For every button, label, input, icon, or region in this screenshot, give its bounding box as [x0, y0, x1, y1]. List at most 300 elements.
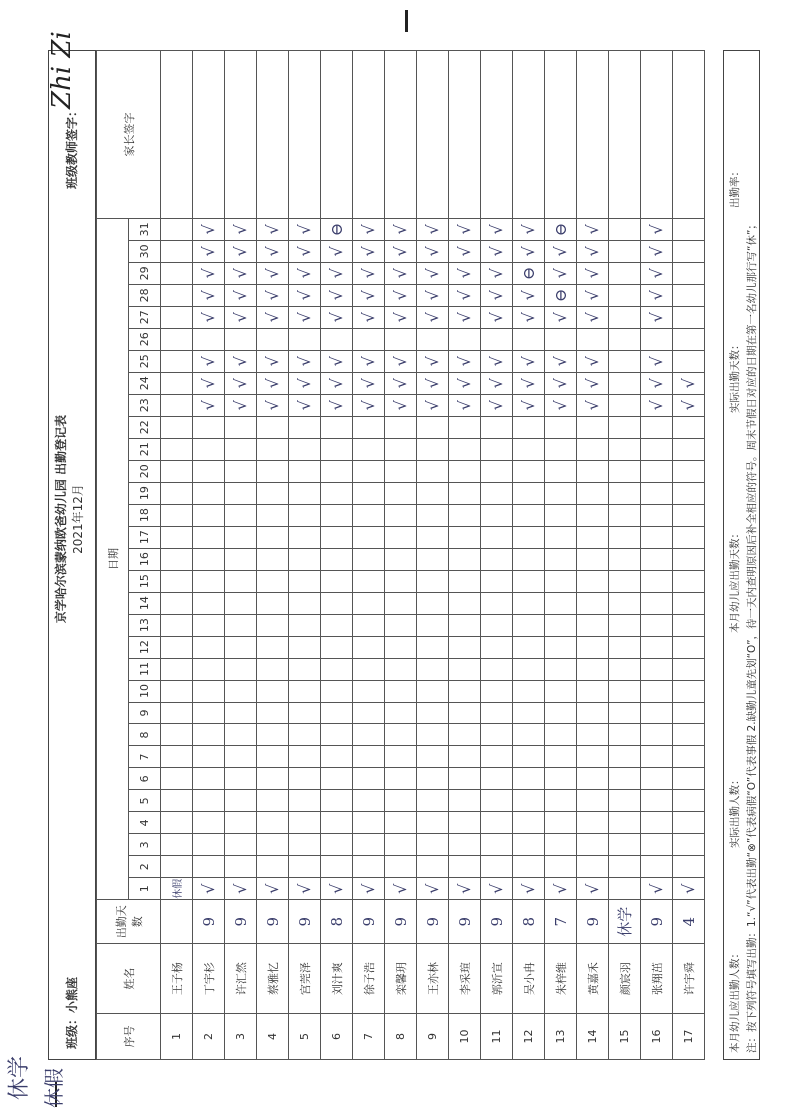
day-cell: √ — [289, 394, 321, 416]
day-cell — [353, 812, 385, 834]
day-cell — [289, 724, 321, 746]
row-seq: 13 — [545, 1014, 577, 1060]
day-cell — [353, 592, 385, 614]
day-cell — [641, 460, 673, 482]
day-cell: √ — [641, 240, 673, 262]
day-cell — [161, 284, 193, 306]
title-block — [53, 309, 87, 729]
day-cell — [577, 812, 609, 834]
day-cell — [545, 592, 577, 614]
day-number: 17 — [129, 526, 161, 548]
day-cell — [289, 438, 321, 460]
day-cell — [353, 548, 385, 570]
day-cell — [641, 724, 673, 746]
day-cell: √ — [257, 306, 289, 328]
day-cell — [673, 768, 705, 790]
day-cell — [641, 658, 673, 680]
day-cell — [193, 548, 225, 570]
day-cell — [609, 548, 641, 570]
day-cell — [513, 504, 545, 526]
day-cell: √ — [417, 306, 449, 328]
day-cell — [321, 856, 353, 878]
day-cell: √ — [385, 284, 417, 306]
header-name: 姓名 — [97, 944, 161, 1014]
day-cell — [513, 680, 545, 702]
parent-sign-cell — [257, 51, 289, 219]
day-cell: √ — [193, 218, 225, 240]
day-cell — [321, 790, 353, 812]
day-cell: √ — [321, 284, 353, 306]
day-cell — [609, 614, 641, 636]
day-cell — [257, 658, 289, 680]
day-cell — [449, 592, 481, 614]
day-cell — [417, 526, 449, 548]
day-cell: √ — [289, 262, 321, 284]
day-cell — [673, 570, 705, 592]
day-cell — [609, 482, 641, 504]
day-cell-1: √ — [545, 878, 577, 900]
day-cell — [289, 614, 321, 636]
day-cell — [321, 724, 353, 746]
day-cell: √ — [481, 262, 513, 284]
day-cell — [321, 504, 353, 526]
day-cell — [449, 438, 481, 460]
day-cell: √ — [321, 262, 353, 284]
day-cell — [257, 614, 289, 636]
parent-sign-cell — [193, 51, 225, 219]
margin-note-xiuxue: 休学 — [7, 1055, 32, 1100]
row-days-count: 9 — [385, 900, 417, 944]
day-cell — [609, 724, 641, 746]
day-cell — [673, 438, 705, 460]
table-row — [321, 51, 353, 1060]
day-cell — [513, 746, 545, 768]
day-cell — [481, 768, 513, 790]
day-cell — [513, 702, 545, 724]
day-cell — [545, 768, 577, 790]
day-cell — [577, 834, 609, 856]
teacher-sign-label: 班级教师签字： — [65, 104, 79, 189]
day-cell — [609, 658, 641, 680]
margin-note-xiujia: 休假 — [42, 1068, 66, 1108]
day-cell — [673, 482, 705, 504]
day-cell — [353, 636, 385, 658]
day-cell: √ — [577, 240, 609, 262]
day-cell: √ — [385, 262, 417, 284]
row-seq: 17 — [673, 1014, 705, 1060]
row-name: 王亦林 — [417, 944, 449, 1014]
scan-edge-mark-top — [405, 10, 408, 32]
day-cell-1: √ — [257, 878, 289, 900]
day-cell — [449, 856, 481, 878]
parent-sign-cell — [673, 51, 705, 219]
day-cell: √ — [577, 394, 609, 416]
day-cell — [289, 702, 321, 724]
day-cell — [417, 504, 449, 526]
day-cell — [449, 614, 481, 636]
day-cell — [257, 856, 289, 878]
day-cell — [385, 416, 417, 438]
day-cell — [257, 680, 289, 702]
day-cell — [289, 570, 321, 592]
row-days-count: 7 — [545, 900, 577, 944]
day-cell: √ — [449, 240, 481, 262]
day-cell — [161, 614, 193, 636]
header-seq: 序号 — [97, 1014, 161, 1060]
day-cell: √ — [321, 394, 353, 416]
day-cell — [673, 350, 705, 372]
day-cell — [417, 680, 449, 702]
parent-sign-cell — [449, 51, 481, 219]
parent-sign-cell — [417, 51, 449, 219]
day-cell: √ — [353, 394, 385, 416]
day-cell — [417, 636, 449, 658]
day-number: 23 — [129, 394, 161, 416]
day-cell: √ — [257, 240, 289, 262]
day-cell — [161, 592, 193, 614]
day-cell: √ — [225, 350, 257, 372]
day-cell: √ — [545, 262, 577, 284]
day-cell — [193, 614, 225, 636]
day-cell — [545, 526, 577, 548]
row-days-count — [161, 900, 193, 944]
day-cell — [545, 790, 577, 812]
table-row — [193, 51, 225, 1060]
day-cell — [321, 768, 353, 790]
day-cell — [449, 834, 481, 856]
day-cell — [161, 240, 193, 262]
table-row — [257, 51, 289, 1060]
row-name: 刘汁爽 — [321, 944, 353, 1014]
day-cell — [321, 636, 353, 658]
day-cell — [449, 460, 481, 482]
day-cell — [449, 570, 481, 592]
day-cell — [353, 614, 385, 636]
day-cell — [289, 460, 321, 482]
day-cell — [641, 504, 673, 526]
day-cell — [545, 504, 577, 526]
day-cell — [321, 658, 353, 680]
day-cell — [417, 790, 449, 812]
day-cell — [513, 438, 545, 460]
day-cell — [321, 614, 353, 636]
day-cell — [609, 680, 641, 702]
day-cell — [385, 504, 417, 526]
day-cell — [481, 680, 513, 702]
day-cell: √ — [673, 372, 705, 394]
day-cell — [289, 768, 321, 790]
day-cell — [545, 416, 577, 438]
day-cell — [417, 438, 449, 460]
day-cell — [449, 790, 481, 812]
day-cell — [641, 856, 673, 878]
day-cell — [449, 658, 481, 680]
day-cell — [289, 548, 321, 570]
day-cell — [161, 306, 193, 328]
day-cell — [577, 438, 609, 460]
day-cell — [161, 328, 193, 350]
day-cell — [481, 592, 513, 614]
day-cell — [161, 680, 193, 702]
day-cell — [609, 526, 641, 548]
day-cell — [641, 746, 673, 768]
day-cell: √ — [577, 306, 609, 328]
day-cell: √ — [385, 372, 417, 394]
day-cell: √ — [417, 372, 449, 394]
day-cell — [161, 548, 193, 570]
day-cell — [609, 416, 641, 438]
row-days-count: 9 — [481, 900, 513, 944]
day-cell — [417, 548, 449, 570]
day-cell — [321, 438, 353, 460]
day-cell — [225, 548, 257, 570]
day-cell — [321, 592, 353, 614]
day-cell — [673, 526, 705, 548]
day-cell — [545, 614, 577, 636]
day-cell: √ — [481, 372, 513, 394]
day-cell — [161, 812, 193, 834]
day-cell — [385, 724, 417, 746]
day-cell — [609, 460, 641, 482]
day-cell-1: √ — [225, 878, 257, 900]
row-name: 郭沂宣 — [481, 944, 513, 1014]
day-cell: √ — [257, 350, 289, 372]
header-parent-sign: 家长签字 — [97, 51, 161, 219]
day-cell — [161, 768, 193, 790]
day-cell — [513, 636, 545, 658]
sheet-month: 2021年12月 — [71, 484, 85, 554]
table-row — [417, 51, 449, 1060]
day-cell: √ — [321, 350, 353, 372]
row-days-count: 4 — [673, 900, 705, 944]
day-cell — [257, 460, 289, 482]
day-number: 4 — [129, 812, 161, 834]
row-seq: 14 — [577, 1014, 609, 1060]
day-cell — [577, 328, 609, 350]
day-cell — [513, 416, 545, 438]
day-cell-1: √ — [417, 878, 449, 900]
table-row — [353, 51, 385, 1060]
row-name: 许汇然 — [225, 944, 257, 1014]
day-cell-1: √ — [321, 878, 353, 900]
day-cell — [609, 262, 641, 284]
day-cell — [161, 438, 193, 460]
day-cell — [609, 812, 641, 834]
day-cell — [385, 438, 417, 460]
day-cell — [385, 702, 417, 724]
day-cell — [577, 416, 609, 438]
day-cell: √ — [289, 372, 321, 394]
day-cell — [193, 570, 225, 592]
day-cell — [417, 460, 449, 482]
day-cell-1: 休假 — [161, 878, 193, 900]
day-cell — [481, 746, 513, 768]
day-cell — [289, 636, 321, 658]
day-cell — [257, 636, 289, 658]
day-cell: ⊖ — [321, 218, 353, 240]
day-cell — [449, 746, 481, 768]
day-cell: √ — [321, 306, 353, 328]
day-cell — [321, 482, 353, 504]
day-cell — [513, 328, 545, 350]
footer-should-total: 本月幼儿应出勤人数： — [729, 948, 741, 1053]
day-cell — [417, 812, 449, 834]
day-cell — [417, 724, 449, 746]
day-cell — [641, 416, 673, 438]
day-cell — [577, 746, 609, 768]
day-cell: √ — [193, 240, 225, 262]
day-cell: √ — [289, 306, 321, 328]
day-cell — [545, 724, 577, 746]
day-cell-1: √ — [449, 878, 481, 900]
day-cell: √ — [225, 306, 257, 328]
day-cell: ⊖ — [545, 284, 577, 306]
day-cell — [481, 504, 513, 526]
day-cell: √ — [289, 284, 321, 306]
day-cell: √ — [353, 240, 385, 262]
day-cell — [417, 416, 449, 438]
day-cell — [161, 724, 193, 746]
day-number: 29 — [129, 262, 161, 284]
day-cell — [673, 746, 705, 768]
day-cell — [641, 702, 673, 724]
day-cell — [321, 548, 353, 570]
day-cell: √ — [193, 394, 225, 416]
day-cell: √ — [545, 372, 577, 394]
day-cell: √ — [513, 284, 545, 306]
day-cell — [481, 856, 513, 878]
day-cell — [417, 658, 449, 680]
day-cell — [513, 834, 545, 856]
day-cell — [449, 548, 481, 570]
day-cell — [513, 482, 545, 504]
day-cell: √ — [481, 306, 513, 328]
day-cell — [641, 790, 673, 812]
footer-rate: 出勤率： — [729, 166, 741, 208]
day-cell — [225, 482, 257, 504]
day-cell — [673, 460, 705, 482]
day-cell — [193, 768, 225, 790]
row-name: 丁宇杉 — [193, 944, 225, 1014]
day-cell: √ — [353, 306, 385, 328]
day-cell — [353, 570, 385, 592]
day-cell — [577, 614, 609, 636]
day-cell — [225, 636, 257, 658]
table-row — [289, 51, 321, 1060]
day-cell — [321, 526, 353, 548]
row-days-count: 8 — [321, 900, 353, 944]
day-cell — [481, 790, 513, 812]
day-cell — [641, 482, 673, 504]
day-cell — [577, 570, 609, 592]
day-cell: √ — [353, 284, 385, 306]
day-cell: √ — [225, 284, 257, 306]
day-cell — [417, 746, 449, 768]
parent-sign-cell — [577, 51, 609, 219]
day-cell — [193, 834, 225, 856]
day-cell — [257, 438, 289, 460]
day-cell — [225, 614, 257, 636]
day-cell — [289, 416, 321, 438]
day-cell — [513, 724, 545, 746]
row-seq: 12 — [513, 1014, 545, 1060]
day-cell — [225, 526, 257, 548]
day-cell: √ — [225, 262, 257, 284]
day-cell — [417, 702, 449, 724]
day-cell — [353, 658, 385, 680]
day-cell: √ — [449, 262, 481, 284]
day-cell — [161, 262, 193, 284]
day-cell — [609, 504, 641, 526]
day-cell — [225, 592, 257, 614]
day-cell — [193, 416, 225, 438]
day-cell-1: √ — [513, 878, 545, 900]
day-cell — [353, 768, 385, 790]
day-cell — [545, 460, 577, 482]
day-cell: √ — [545, 394, 577, 416]
day-cell — [161, 526, 193, 548]
day-cell — [673, 218, 705, 240]
row-seq: 1 — [161, 1014, 193, 1060]
day-cell: √ — [513, 394, 545, 416]
day-cell: √ — [257, 394, 289, 416]
day-cell — [385, 614, 417, 636]
day-cell — [161, 504, 193, 526]
day-cell — [481, 724, 513, 746]
day-cell — [577, 724, 609, 746]
day-cell — [609, 350, 641, 372]
day-cell — [225, 328, 257, 350]
attendance-table — [96, 50, 705, 1060]
day-cell — [161, 790, 193, 812]
day-cell — [257, 526, 289, 548]
day-cell: √ — [481, 240, 513, 262]
day-cell — [225, 790, 257, 812]
day-cell — [289, 790, 321, 812]
day-cell: √ — [641, 262, 673, 284]
day-cell — [641, 548, 673, 570]
day-cell — [641, 768, 673, 790]
table-row — [673, 51, 705, 1060]
day-cell — [193, 702, 225, 724]
day-cell — [449, 812, 481, 834]
row-seq: 11 — [481, 1014, 513, 1060]
day-cell — [385, 526, 417, 548]
row-days-count: 8 — [513, 900, 545, 944]
day-cell — [641, 526, 673, 548]
row-name: 王子杨 — [161, 944, 193, 1014]
day-cell — [577, 790, 609, 812]
day-cell-1: √ — [673, 878, 705, 900]
day-cell — [609, 834, 641, 856]
day-cell — [417, 614, 449, 636]
attendance-sheet — [47, 31, 760, 1060]
day-cell — [641, 328, 673, 350]
day-cell — [545, 680, 577, 702]
day-cell: ⊖ — [513, 262, 545, 284]
day-cell-1: √ — [289, 878, 321, 900]
day-cell — [481, 482, 513, 504]
day-cell — [449, 526, 481, 548]
day-cell — [289, 526, 321, 548]
day-cell: √ — [481, 350, 513, 372]
day-cell — [481, 614, 513, 636]
day-cell — [161, 856, 193, 878]
day-cell — [609, 372, 641, 394]
day-cell — [353, 746, 385, 768]
day-cell: √ — [449, 350, 481, 372]
day-cell — [641, 570, 673, 592]
